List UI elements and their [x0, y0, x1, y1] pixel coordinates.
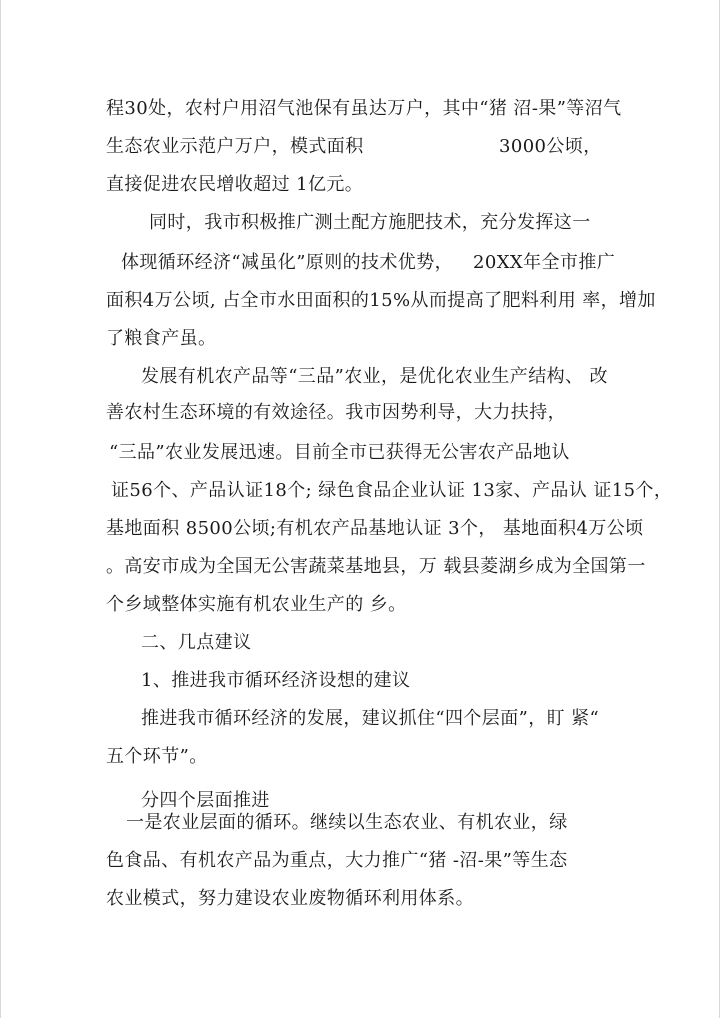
paragraph-line: 五个环节”。 — [106, 746, 208, 767]
subsection-heading: 1、推进我市循环经济设想的建议 — [141, 670, 411, 691]
section-heading: 二、几点建议 — [141, 632, 252, 653]
paragraph-line: 基地面积 8500公顷;有机农产品基地认证 3个， 基地面积4万公顷 — [106, 518, 644, 539]
paragraph-line: “三品”农业发展迅速。目前全市已获得无公害农产品地认 — [109, 442, 570, 463]
paragraph-line: 了粮食产虽。 — [106, 328, 217, 349]
paragraph-line: 发展有机农产品等“三品”农业，是优化农业生产结构、 改 — [141, 366, 608, 387]
paragraph-line: 一是农业层面的循环。继续以生态农业、有机农业，绿 — [126, 812, 568, 833]
paragraph-line: 色食品、有机农产品为重点，大力推广“猪 -沼-果”等生态 — [106, 850, 568, 871]
paragraph-line: 推进我市循环经济的发展，建议抓住“四个层面”，盯 紧“ — [141, 708, 600, 729]
paragraph-line: 生态农业示范户万户，模式面积 — [106, 136, 364, 157]
paragraph-line: 。高安市成为全国无公害蔬菜基地县，万 载县菱湖乡成为全国第一 — [106, 556, 646, 577]
paragraph-line: 直接促进农民增收超过 1亿元。 — [106, 174, 364, 195]
paragraph-line: 证56个、产品认证18个; 绿色食品企业认证 13家、产品认 证15个， — [111, 480, 673, 501]
paragraph-line: 善农村生态环境的有效途径。我市因势利导，大力扶持， — [106, 402, 566, 423]
paragraph-line: 3000公顷， — [499, 136, 602, 157]
paragraph-line: 农业模式，努力建设农业废物循环利用体系。 — [106, 888, 474, 909]
paragraph-line: 同时，我市积极推广测土配方施肥技术，充分发挥这一 — [149, 212, 591, 233]
paragraph-line: 面积4万公顷, 占全市水田面积的15%从而提高了肥料利用 率，增加 — [106, 290, 656, 311]
paragraph-line: 个乡域整体实施有机农业生产的 乡。 — [106, 594, 407, 615]
paragraph-line: 分四个层面推进 — [141, 790, 270, 811]
paragraph-line: 20XX年全市推广 — [473, 252, 616, 273]
paragraph-line: 程30处，农村户用沼气池保有虽达万户，其中“猪 沼-果”等沼气 — [106, 98, 622, 119]
paragraph-line: 体现循环经济“减虽化”原则的技术优势， — [121, 252, 454, 273]
